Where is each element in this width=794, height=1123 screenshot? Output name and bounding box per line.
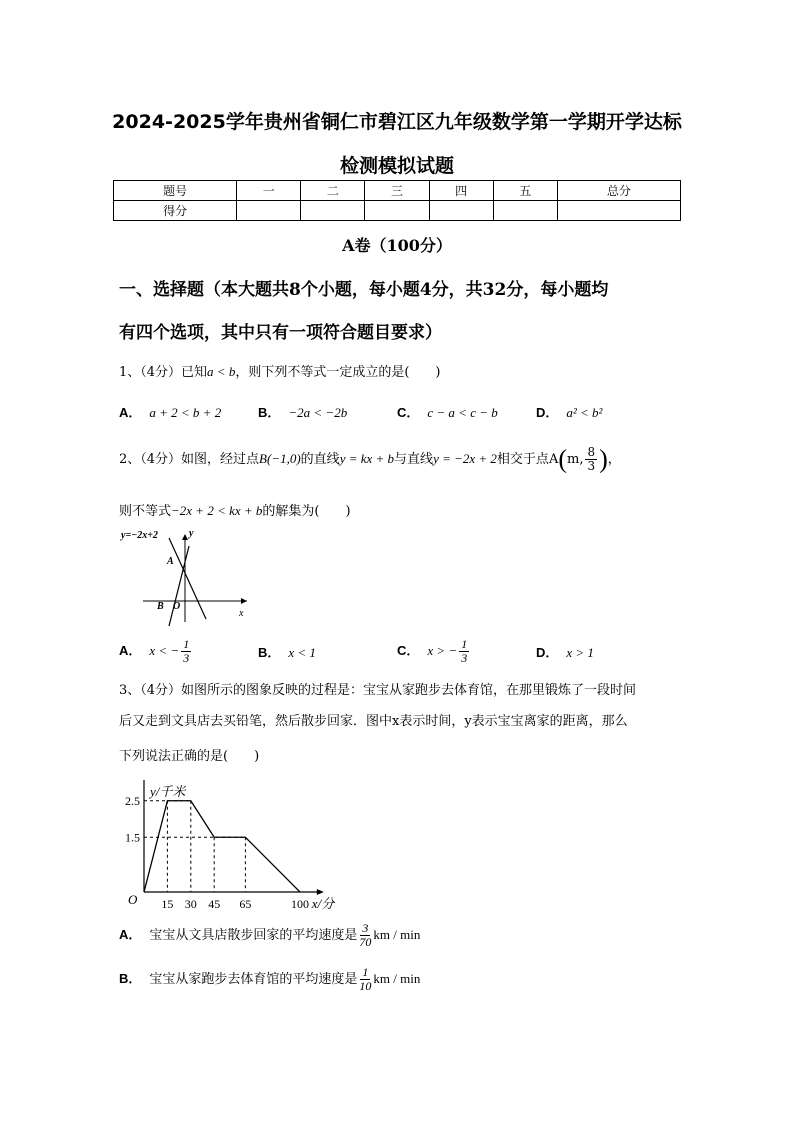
- option-label: A．: [119, 927, 142, 942]
- score-table-row: [114, 201, 681, 221]
- q1-prefix: 1、（4分）已知: [119, 365, 208, 380]
- score-cell[interactable]: [237, 201, 301, 221]
- q2-option-d[interactable]: [536, 642, 594, 661]
- option-unit: km / min: [373, 927, 421, 942]
- question-2-line-2: [119, 500, 351, 519]
- option-text: 宝宝从家跑步去体育馆的平均速度是: [149, 972, 358, 987]
- q2-text: 则不等式: [119, 504, 172, 519]
- option-label: B．: [258, 645, 281, 660]
- q2-option-b[interactable]: [258, 642, 316, 661]
- option-label: B．: [258, 405, 281, 420]
- score-header-cell: 二: [301, 181, 365, 201]
- option-label: D．: [536, 405, 559, 420]
- question-3-line-2: 后又走到文具店去买铅笔，然后散步回家．图中x表示时间，y表示宝宝离家的距离，那么: [119, 714, 628, 729]
- x-axis-label: x/分: [311, 896, 335, 911]
- q2-point-a-label: A: [548, 452, 559, 467]
- figure-point-a: A: [167, 556, 174, 567]
- score-cell[interactable]: [557, 201, 680, 221]
- score-header-cell: 五: [493, 181, 557, 201]
- question-3-line-3: 下列说法正确的是( ): [119, 749, 260, 764]
- q2-line-2-eq: y = −2x + 2: [433, 451, 497, 466]
- score-header-cell: 题号: [114, 181, 237, 201]
- figure-x-label: x: [239, 608, 244, 619]
- option-fraction: $\frac{1}{3}$: [461, 637, 468, 665]
- option-text: x > 1: [566, 645, 594, 660]
- score-header-cell: 总分: [557, 181, 680, 201]
- question-2-line-1: 2、（4分）如图，经过点B(−1,0)的直线y = kx + b与直线y = −2x + 2相交于点A(m, $\frac{8}{3}$ )，: [119, 444, 621, 474]
- q2-text: 2、（4分）如图，经过点: [119, 452, 260, 467]
- part1-heading-line-1: 一、选择题（本大题共8个小题，每小题4分，共32分，每小题均: [119, 280, 609, 300]
- option-text: x > −: [427, 643, 458, 658]
- q2-point-b: B(−1,0): [259, 451, 301, 466]
- q2-text: 与直线: [394, 452, 434, 467]
- score-table-header-row: [114, 181, 681, 201]
- x-tick-label: 30: [184, 897, 197, 911]
- score-header-cell: 一: [237, 181, 301, 201]
- option-text: a² < b²: [566, 405, 603, 420]
- origin-label: O: [128, 892, 138, 907]
- x-tick-label: 45: [208, 897, 221, 911]
- score-cell[interactable]: [365, 201, 429, 221]
- option-text: x < 1: [288, 645, 316, 660]
- q2-line-1-eq: y = kx + b: [339, 451, 395, 466]
- q2-text: 相交于点: [496, 452, 549, 467]
- option-fraction: $\frac{3}{70}$: [359, 921, 372, 949]
- option-label: A．: [119, 405, 142, 420]
- score-header-cell: 三: [365, 181, 429, 201]
- section-a-heading: A卷（100分）: [342, 236, 452, 255]
- option-label: A．: [119, 643, 142, 658]
- q3-option-b[interactable]: [119, 966, 420, 993]
- q2-option-c[interactable]: [397, 638, 471, 665]
- score-cell[interactable]: [493, 201, 557, 221]
- q2-inequality: −2x + 2 < kx + b: [171, 503, 263, 518]
- x-tick-label: 15: [161, 897, 174, 911]
- option-label: C．: [397, 405, 420, 420]
- option-label: C．: [397, 643, 420, 658]
- q1-condition: a < b: [207, 364, 236, 379]
- part1-heading-line-2: 有四个选项，其中只有一项符合题目要求）: [119, 323, 442, 343]
- score-table: [113, 180, 681, 221]
- y-tick-label: 2.5: [125, 793, 140, 808]
- y-tick-label: 1.5: [125, 830, 140, 845]
- score-header-cell: 四: [429, 181, 493, 201]
- q2-figure: [119, 524, 254, 629]
- option-label: D．: [536, 645, 559, 660]
- q2-point-a-m: m,: [567, 452, 584, 467]
- y-axis-label: y/千米: [150, 784, 186, 799]
- q1-option-a[interactable]: [119, 402, 221, 421]
- option-text: a + 2 < b + 2: [149, 405, 222, 420]
- option-text: x < −: [149, 643, 180, 658]
- option-label: B．: [119, 971, 142, 986]
- x-tick-label: 100: [291, 897, 309, 911]
- q1-suffix: ，则下列不等式一定成立的是( ): [235, 365, 441, 380]
- score-cell[interactable]: [429, 201, 493, 221]
- figure-eq-label: y=−2x+2: [121, 530, 158, 541]
- figure-origin: O: [173, 601, 181, 612]
- q2-text: 的解集为( ): [262, 504, 351, 519]
- q2-point-a-fraction: $\frac{8}{3}$: [587, 445, 596, 473]
- option-fraction: $\frac{1}{3}$: [183, 637, 190, 665]
- q1-option-c[interactable]: [397, 402, 498, 421]
- option-fraction: $\frac{1}{10}$: [359, 965, 372, 993]
- q2-text: 的直线: [300, 452, 340, 467]
- x-axis-arrow: [241, 598, 247, 604]
- title-line-2: 检测模拟试题: [339, 155, 454, 177]
- q1-option-d[interactable]: [536, 402, 602, 421]
- question-3-line-1: 3、（4分）如图所示的图象反映的过程是：宝宝从家跑步去体育馆，在那里锻炼了一段时间: [119, 683, 637, 698]
- y-axis-arrow: [182, 534, 188, 540]
- score-cell[interactable]: [301, 201, 365, 221]
- q3-distance-time-chart: [110, 780, 360, 915]
- x-axis-arrow: [317, 889, 324, 895]
- option-text: 宝宝从文具店散步回家的平均速度是: [149, 928, 358, 943]
- q2-option-a[interactable]: [119, 638, 193, 665]
- x-tick-label: 65: [239, 897, 252, 911]
- question-1: [119, 361, 440, 380]
- q1-option-b[interactable]: [258, 402, 347, 421]
- q3-option-a[interactable]: [119, 922, 420, 949]
- title-line-1: 2024-2025学年贵州省铜仁市碧江区九年级数学第一学期开学达标: [112, 111, 682, 133]
- option-unit: km / min: [373, 971, 421, 986]
- score-row-label: 得分: [114, 201, 237, 221]
- option-text: c − a < c − b: [427, 405, 498, 420]
- figure-point-b: B: [157, 601, 164, 612]
- figure-y-label: y: [189, 528, 194, 539]
- option-text: −2a < −2b: [288, 405, 348, 420]
